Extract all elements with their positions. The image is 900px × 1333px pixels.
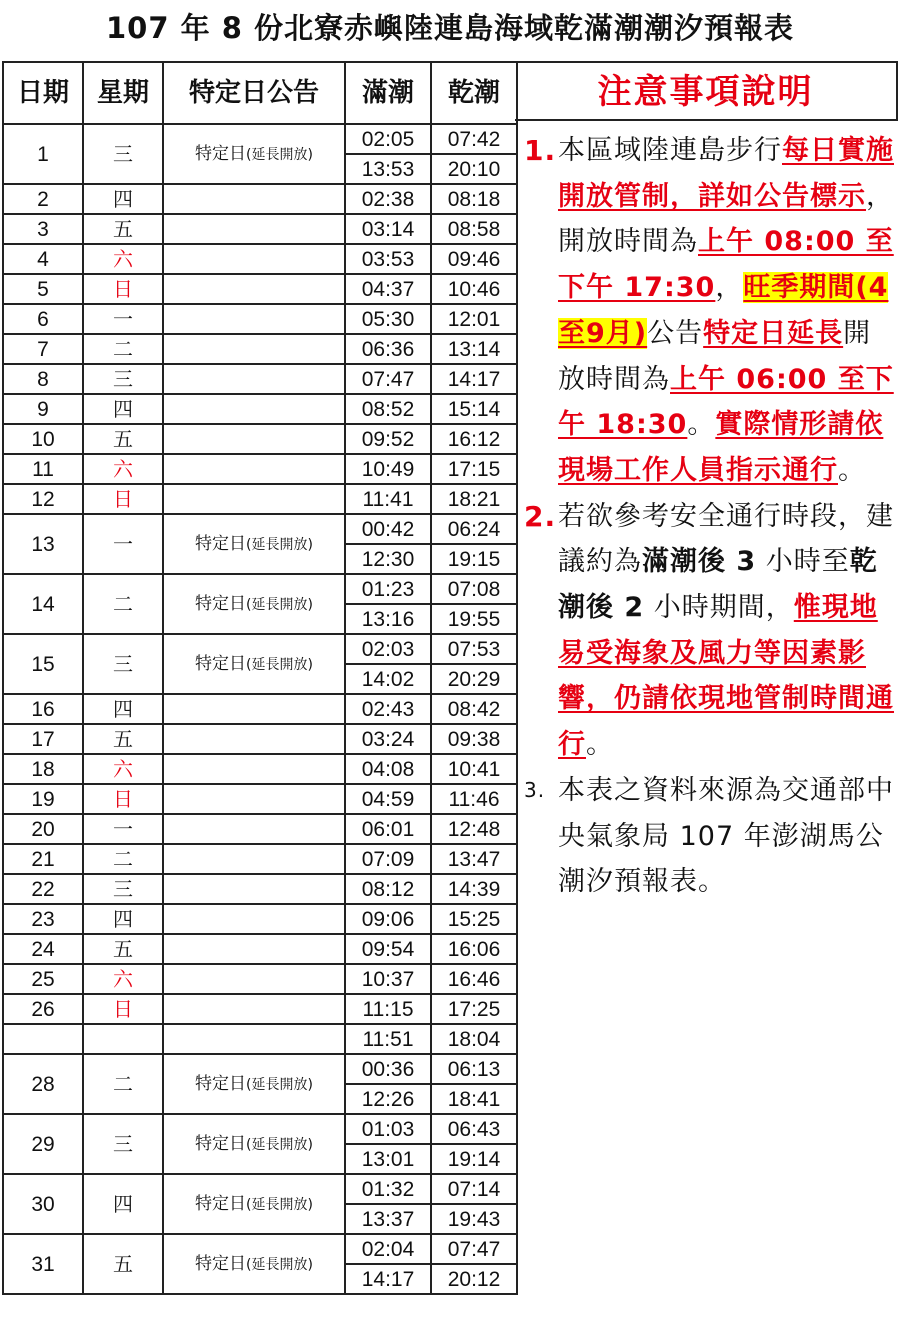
special-day-cell [163,124,345,184]
table-row [3,904,517,934]
high-tide-cell: 03:53 [345,244,431,274]
table-row [3,814,517,844]
low-tide-cell: 07:14 [431,1174,517,1204]
low-tide-cell: 11:46 [431,784,517,814]
weekday-cell: 五 [83,934,163,964]
low-tide-cell: 13:47 [431,844,517,874]
weekday-cell: 五 [83,1234,163,1294]
notes-panel [520,128,895,905]
high-tide-cell: 12:30 [345,544,431,574]
note-number: 2. [524,499,557,533]
special-day-cell [163,574,345,634]
weekday-cell: 日 [83,994,163,1024]
high-tide-cell: 06:01 [345,814,431,844]
date-cell: 18 [3,754,83,784]
low-tide-cell: 13:14 [431,334,517,364]
special-day-cell [163,754,345,784]
header-high-tide: 滿潮 [345,62,431,124]
special-day-extension: (延長開放) [246,146,313,163]
special-day-cell [163,634,345,694]
high-tide-cell: 07:09 [345,844,431,874]
note-highlight: 旺季期間(4至9月) [558,272,889,349]
low-tide-cell: 20:12 [431,1264,517,1294]
weekday-cell: 三 [83,874,163,904]
high-tide-cell: 10:49 [345,454,431,484]
low-tide-cell: 10:46 [431,274,517,304]
low-tide-cell: 12:48 [431,814,517,844]
special-day-cell [163,244,345,274]
low-tide-cell: 09:46 [431,244,517,274]
special-day-cell [163,784,345,814]
weekday-cell: 五 [83,424,163,454]
weekday-cell: 四 [83,184,163,214]
high-tide-cell: 02:03 [345,634,431,664]
special-day-cell [163,994,345,1024]
date-cell: 15 [3,634,83,694]
page-title: 107 年 8 份北寮赤嶼陸連島海域乾滿潮潮汐預報表 [105,11,794,45]
table-row [3,454,517,484]
note-emphasis: 上午 08:00 至下午 17:30 [558,226,894,304]
date-cell: 23 [3,904,83,934]
note-number: 3. [524,777,546,802]
date-cell: 14 [3,574,83,634]
note-text: ， [715,272,744,304]
special-day-cell [163,964,345,994]
low-tide-cell: 12:01 [431,304,517,334]
weekday-cell [83,1024,163,1054]
tide-table [2,61,518,1295]
date-cell: 17 [3,724,83,754]
high-tide-cell: 08:12 [345,874,431,904]
low-tide-cell: 10:41 [431,754,517,784]
high-tide-cell: 14:17 [345,1264,431,1294]
table-row [3,784,517,814]
table-row [3,844,517,874]
note-bold: 乾潮後 2 [558,546,878,624]
weekday-cell: 四 [83,904,163,934]
high-tide-cell: 06:36 [345,334,431,364]
special-day-cell [163,304,345,334]
date-cell: 13 [3,514,83,574]
high-tide-cell: 02:38 [345,184,431,214]
low-tide-cell: 14:39 [431,874,517,904]
table-row [3,484,517,514]
date-cell: 21 [3,844,83,874]
high-tide-cell: 09:54 [345,934,431,964]
table-row [3,994,517,1024]
low-tide-cell: 16:46 [431,964,517,994]
low-tide-cell: 07:53 [431,634,517,664]
low-tide-cell: 06:24 [431,514,517,544]
date-cell: 25 [3,964,83,994]
table-row [3,394,517,424]
table-row [3,754,517,784]
table-header-row [3,62,517,124]
weekday-cell: 一 [83,814,163,844]
high-tide-cell: 04:08 [345,754,431,784]
weekday-cell: 日 [83,484,163,514]
special-day-cell [163,454,345,484]
low-tide-cell: 09:38 [431,724,517,754]
date-cell: 5 [3,274,83,304]
high-tide-cell: 08:52 [345,394,431,424]
low-tide-cell: 06:13 [431,1054,517,1084]
high-tide-cell: 12:26 [345,1084,431,1114]
table-row [3,574,517,604]
table-row [3,214,517,244]
special-day-extension: (延長開放) [246,1196,313,1213]
header-weekday: 星期 [83,62,163,124]
weekday-cell: 三 [83,124,163,184]
special-day-cell [163,694,345,724]
weekday-cell: 三 [83,1114,163,1174]
note-text: 。 [687,409,716,441]
low-tide-cell: 18:21 [431,484,517,514]
table-row [3,634,517,664]
note-emphasis: 上午 06:00 至下午 18:30 [558,363,894,441]
weekday-cell: 四 [83,394,163,424]
date-cell: 31 [3,1234,83,1294]
weekday-cell: 二 [83,334,163,364]
high-tide-cell: 05:30 [345,304,431,334]
date-cell: 4 [3,244,83,274]
table-row [3,964,517,994]
special-day-cell [163,184,345,214]
date-cell: 22 [3,874,83,904]
special-day-cell [163,844,345,874]
low-tide-cell: 17:25 [431,994,517,1024]
high-tide-cell: 13:53 [345,154,431,184]
low-tide-cell: 20:10 [431,154,517,184]
table-row [3,184,517,214]
special-day-cell [163,484,345,514]
high-tide-cell: 13:16 [345,604,431,634]
date-cell: 28 [3,1054,83,1114]
high-tide-cell: 09:52 [345,424,431,454]
special-day-cell [163,274,345,304]
note-emphasis: 實際情形請依現場工作人員指示通行 [558,409,884,486]
weekday-cell: 二 [83,844,163,874]
weekday-cell: 六 [83,754,163,784]
special-day-cell [163,424,345,454]
note-item-3 [520,768,895,905]
weekday-cell: 五 [83,214,163,244]
date-cell: 30 [3,1174,83,1234]
table-row [3,724,517,754]
low-tide-cell: 19:14 [431,1144,517,1174]
note-emphasis: 惟現地易受海象及風力等因素影響，仍請依現地管制時間通行 [558,592,894,761]
note-emphasis: 每日實施開放管制，詳如公告標示 [558,135,894,212]
note-text: 公告 [647,317,704,349]
low-tide-cell: 16:06 [431,934,517,964]
weekday-cell: 二 [83,1054,163,1114]
weekday-cell: 一 [83,304,163,334]
high-tide-cell: 00:36 [345,1054,431,1084]
low-tide-cell: 07:08 [431,574,517,604]
special-day-cell [163,1054,345,1114]
low-tide-cell: 19:43 [431,1204,517,1234]
date-cell: 11 [3,454,83,484]
note-text: 若欲參考安全通行時段，建議約為 [558,500,894,578]
note-text: 小時期間， [644,592,794,624]
low-tide-cell: 18:04 [431,1024,517,1054]
special-day-cell [163,1174,345,1234]
special-day-cell [163,394,345,424]
special-day-cell [163,334,345,364]
special-day-cell [163,514,345,574]
date-cell: 3 [3,214,83,244]
high-tide-cell: 13:01 [345,1144,431,1174]
special-day-label: 特定日 [195,593,247,614]
date-cell: 6 [3,304,83,334]
table-row [3,244,517,274]
weekday-cell: 六 [83,964,163,994]
date-cell: 10 [3,424,83,454]
low-tide-cell: 08:58 [431,214,517,244]
weekday-cell: 二 [83,574,163,634]
special-day-extension: (延長開放) [246,536,313,553]
special-day-label: 特定日 [195,533,247,554]
table-row [3,274,517,304]
header-low-tide: 乾潮 [431,62,517,124]
notes-heading: 注意事項說明 [515,61,898,121]
date-cell: 8 [3,364,83,394]
table-row [3,1234,517,1264]
weekday-cell: 三 [83,364,163,394]
low-tide-cell: 08:42 [431,694,517,724]
weekday-cell: 日 [83,784,163,814]
special-day-extension: (延長開放) [246,1256,313,1273]
low-tide-cell: 15:25 [431,904,517,934]
high-tide-cell: 09:06 [345,904,431,934]
note-item-2 [520,494,895,768]
table-row [3,424,517,454]
special-day-cell [163,814,345,844]
special-day-extension: (延長開放) [246,1076,313,1093]
weekday-cell: 三 [83,634,163,694]
low-tide-cell: 18:41 [431,1084,517,1114]
high-tide-cell: 02:43 [345,694,431,724]
note-text: 。 [838,454,866,486]
note-number: 1. [524,134,557,167]
high-tide-cell: 03:14 [345,214,431,244]
special-day-cell [163,904,345,934]
high-tide-cell: 04:37 [345,274,431,304]
special-day-cell [163,1234,345,1294]
weekday-cell: 一 [83,514,163,574]
weekday-cell: 四 [83,694,163,724]
high-tide-cell: 03:24 [345,724,431,754]
date-cell: 1 [3,124,83,184]
low-tide-cell: 19:15 [431,544,517,574]
high-tide-cell: 07:47 [345,364,431,394]
date-cell: 2 [3,184,83,214]
note-item-1 [520,128,895,494]
date-cell: 24 [3,934,83,964]
low-tide-cell: 08:18 [431,184,517,214]
table-row [3,124,517,154]
high-tide-cell: 02:05 [345,124,431,154]
high-tide-cell: 11:41 [345,484,431,514]
table-row [3,514,517,544]
table-row [3,1054,517,1084]
high-tide-cell: 00:42 [345,514,431,544]
low-tide-cell: 07:47 [431,1234,517,1264]
date-cell: 19 [3,784,83,814]
weekday-cell: 五 [83,724,163,754]
note-text: 本表之資料來源為交通部中央氣象局 107 年澎湖馬公潮汐預報表。 [558,774,894,898]
special-day-label: 特定日 [195,1133,247,1154]
note-text: 小時至 [756,546,850,578]
special-day-extension: (延長開放) [246,656,313,673]
special-day-label: 特定日 [195,143,247,164]
table-row [3,934,517,964]
special-day-label: 特定日 [195,1193,247,1214]
table-row [3,334,517,364]
date-cell: 16 [3,694,83,724]
date-cell: 7 [3,334,83,364]
high-tide-cell: 10:37 [345,964,431,994]
header-date: 日期 [3,62,83,124]
low-tide-cell: 16:12 [431,424,517,454]
table-row [3,364,517,394]
weekday-cell: 日 [83,274,163,304]
note-text: 本區域陸連島步行 [558,135,782,166]
low-tide-cell: 19:55 [431,604,517,634]
high-tide-cell: 01:23 [345,574,431,604]
special-day-cell [163,934,345,964]
special-day-label: 特定日 [195,653,247,674]
high-tide-cell: 13:37 [345,1204,431,1234]
high-tide-cell: 04:59 [345,784,431,814]
high-tide-cell: 02:04 [345,1234,431,1264]
special-day-extension: (延長開放) [246,596,313,613]
table-row [3,1174,517,1204]
low-tide-cell: 15:14 [431,394,517,424]
high-tide-cell: 01:03 [345,1114,431,1144]
high-tide-cell: 01:32 [345,1174,431,1204]
note-bold: 滿潮後 3 [642,546,757,578]
low-tide-cell: 07:42 [431,124,517,154]
table-row [3,1024,517,1054]
weekday-cell: 六 [83,454,163,484]
special-day-cell [163,364,345,394]
table-row [3,304,517,334]
header-special-day: 特定日公告 [163,62,345,124]
table-row [3,1114,517,1144]
weekday-cell: 六 [83,244,163,274]
special-day-extension: (延長開放) [246,1136,313,1153]
table-row [3,874,517,904]
special-day-label: 特定日 [195,1073,247,1094]
high-tide-cell: 11:15 [345,994,431,1024]
special-day-cell [163,724,345,754]
special-day-cell [163,1114,345,1174]
date-cell: 20 [3,814,83,844]
note-emphasis: 特定日延長 [703,317,844,349]
weekday-cell: 四 [83,1174,163,1234]
note-text: 開放時間為 [558,317,872,395]
date-cell: 29 [3,1114,83,1174]
low-tide-cell: 17:15 [431,454,517,484]
table-body [3,124,517,1294]
table-row [3,694,517,724]
special-day-cell [163,214,345,244]
low-tide-cell: 20:29 [431,664,517,694]
low-tide-cell: 06:43 [431,1114,517,1144]
date-cell: 9 [3,394,83,424]
special-day-label: 特定日 [195,1253,247,1274]
special-day-cell [163,874,345,904]
low-tide-cell: 14:17 [431,364,517,394]
high-tide-cell: 11:51 [345,1024,431,1054]
date-cell: 26 [3,994,83,1024]
high-tide-cell: 14:02 [345,664,431,694]
date-cell [3,1024,83,1054]
note-text: 。 [586,729,614,761]
special-day-cell [163,1024,345,1054]
date-cell: 12 [3,484,83,514]
note-text: ，開放時間為 [558,180,894,258]
